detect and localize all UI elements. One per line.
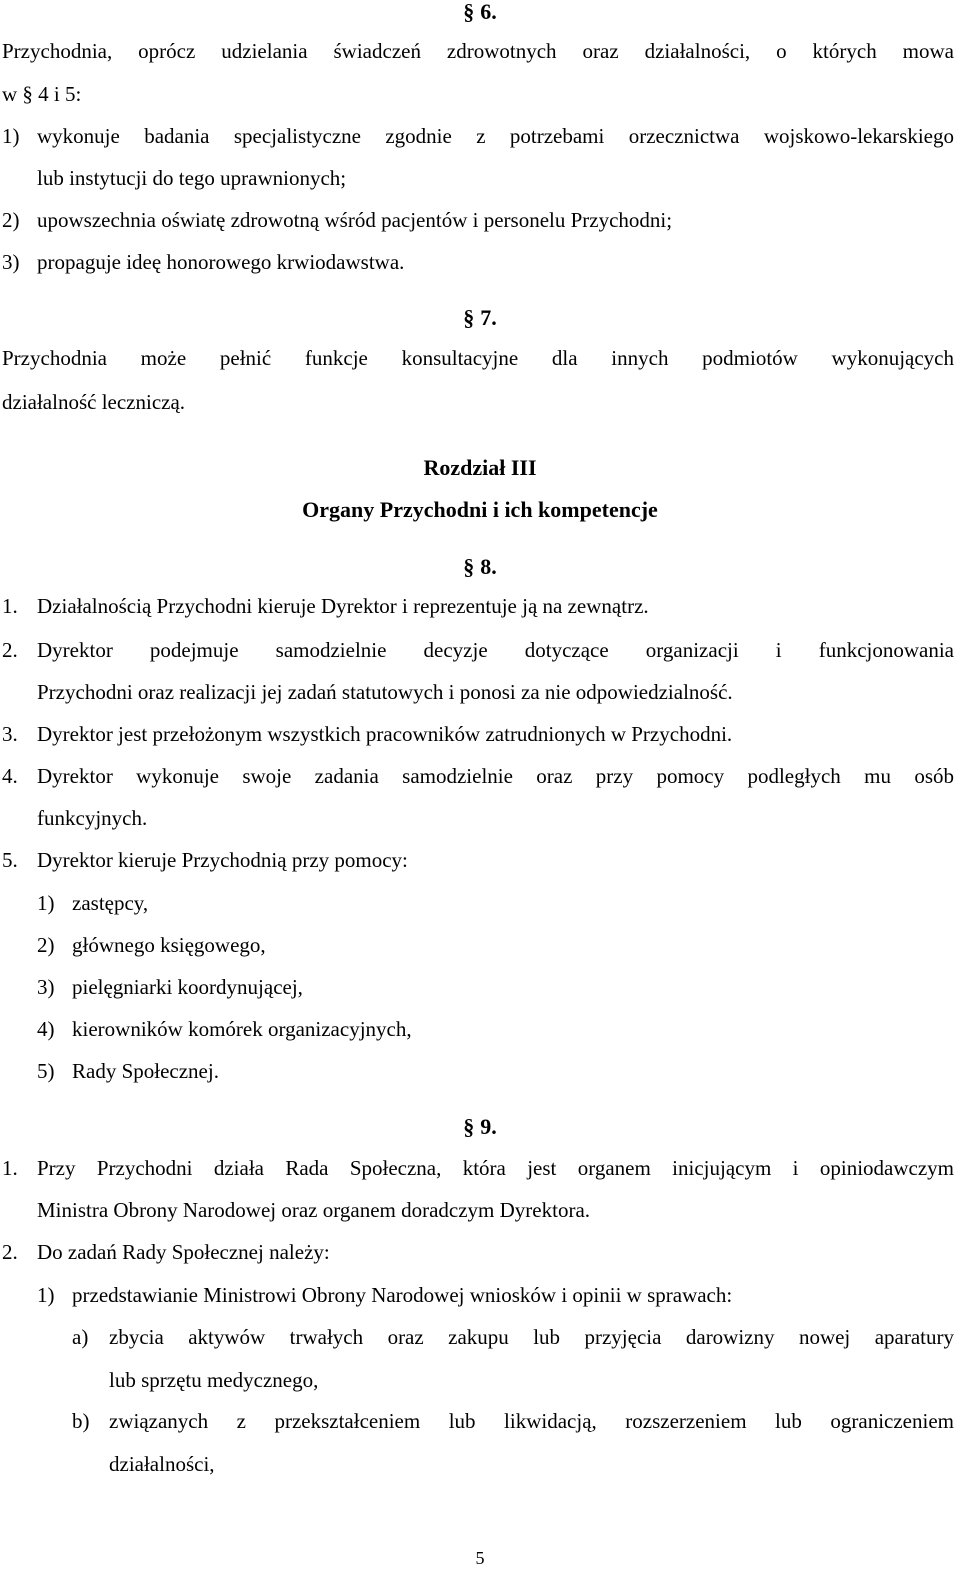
s9-p2-number: 2. xyxy=(2,1240,18,1264)
list-item: zastępcy, xyxy=(72,891,149,915)
s6-item3: propaguje ideę honorowego krwiodawstwa. xyxy=(37,250,405,274)
section-number: 7. xyxy=(480,305,497,330)
chapter-subtitle: Organy Przychodni i ich kompetencje xyxy=(302,497,658,522)
s6-intro-line2: w § 4 i 5: xyxy=(2,82,82,106)
s6-intro-line1: Przychodnia, oprócz udzielania świadczeń zdrowotnych oraz działalności, o których mowa xyxy=(2,39,954,63)
section-number: 8. xyxy=(480,554,497,579)
s8-p4-number: 4. xyxy=(2,764,18,788)
list-item-number: 4) xyxy=(37,1017,55,1041)
list-item-number: 3) xyxy=(37,975,55,999)
s9-i1-number: 1) xyxy=(37,1283,55,1307)
s6-item2: upowszechnia oświatę zdrowotną wśród pacjentów i personelu Przychodni; xyxy=(37,208,673,232)
list-item: głównego księgowego, xyxy=(72,933,266,957)
list-item-number: 5) xyxy=(37,1059,55,1083)
chapter-title: Rozdział III xyxy=(423,455,537,480)
s9-i1: przedstawianie Ministrowi Obrony Narodowej wniosków i opinii w sprawach: xyxy=(72,1283,733,1307)
s9-b-line2: działalności, xyxy=(109,1452,215,1476)
page-number: 5 xyxy=(475,1548,485,1568)
section-sign: § xyxy=(463,0,475,24)
s6-item3-number: 3) xyxy=(2,250,20,274)
s8-p3: Dyrektor jest przełożonym wszystkich pracowników zatrudnionych w Przychodni. xyxy=(37,722,733,746)
s8-p1: Działalnością Przychodni kieruje Dyrektor i reprezentuje ją na zewnątrz. xyxy=(37,594,649,618)
section-7-heading xyxy=(0,307,960,329)
s8-p1-number: 1. xyxy=(2,594,18,618)
section-sign: § xyxy=(463,1114,475,1139)
s9-b-line1: związanych z przekształceniem lub likwidacją, rozszerzeniem lub ograniczeniem xyxy=(109,1409,954,1433)
list-item: pielęgniarki koordynującej, xyxy=(72,975,303,999)
s6-item1-line2: lub instytucji do tego uprawnionych; xyxy=(37,166,347,190)
section-9-heading xyxy=(0,1116,960,1138)
s6-item1-line1: wykonuje badania specjalistyczne zgodnie z potrzebami orzecznictwa wojskowo-lekarskiego xyxy=(37,124,954,148)
s9-p1-number: 1. xyxy=(2,1156,18,1180)
section-6-heading xyxy=(0,1,960,23)
s9-b-letter: b) xyxy=(72,1409,90,1433)
s7-line2: działalność leczniczą. xyxy=(2,390,186,414)
s9-a-line2: lub sprzętu medycznego, xyxy=(109,1368,319,1392)
s8-p2-line2: Przychodni oraz realizacji jej zadań statutowych i ponosi za nie odpowiedzialność. xyxy=(37,680,733,704)
list-item-number: 1) xyxy=(37,891,55,915)
s8-p2-number: 2. xyxy=(2,638,18,662)
s7-line1: Przychodnia może pełnić funkcje konsultacyjne dla innych podmiotów wykonujących xyxy=(2,346,954,370)
s9-p1-line2: Ministra Obrony Narodowej oraz organem doradczym Dyrektora. xyxy=(37,1198,591,1222)
s9-p2: Do zadań Rady Społecznej należy: xyxy=(37,1240,330,1264)
s8-p4-line1: Dyrektor wykonuje swoje zadania samodzielnie oraz przy pomocy podległych mu osób xyxy=(37,764,954,788)
list-item: kierowników komórek organizacyjnych, xyxy=(72,1017,412,1041)
s8-p5: Dyrektor kieruje Przychodnią przy pomocy: xyxy=(37,848,408,872)
list-item: Rady Społecznej. xyxy=(72,1059,219,1083)
s6-item1-number: 1) xyxy=(2,124,20,148)
list-item-number: 2) xyxy=(37,933,55,957)
s8-p5-number: 5. xyxy=(2,848,18,872)
s6-item2-number: 2) xyxy=(2,208,20,232)
section-sign: § xyxy=(463,554,475,579)
s9-a-letter: a) xyxy=(72,1325,89,1349)
section-sign: § xyxy=(463,305,475,330)
s9-p1-line1: Przy Przychodni działa Rada Społeczna, która jest organem inicjującym i opiniodawczym xyxy=(37,1156,954,1180)
s8-p2-line1: Dyrektor podejmuje samodzielnie decyzje dotyczące organizacji i funkcjonowania xyxy=(37,638,954,662)
section-number: 6. xyxy=(480,0,497,24)
s9-a-line1: zbycia aktywów trwałych oraz zakupu lub przyjęcia darowizny nowej aparatury xyxy=(109,1325,954,1349)
section-number: 9. xyxy=(480,1114,497,1139)
section-8-heading xyxy=(0,556,960,578)
s8-p4-line2: funkcyjnych. xyxy=(37,806,148,830)
s8-p3-number: 3. xyxy=(2,722,18,746)
